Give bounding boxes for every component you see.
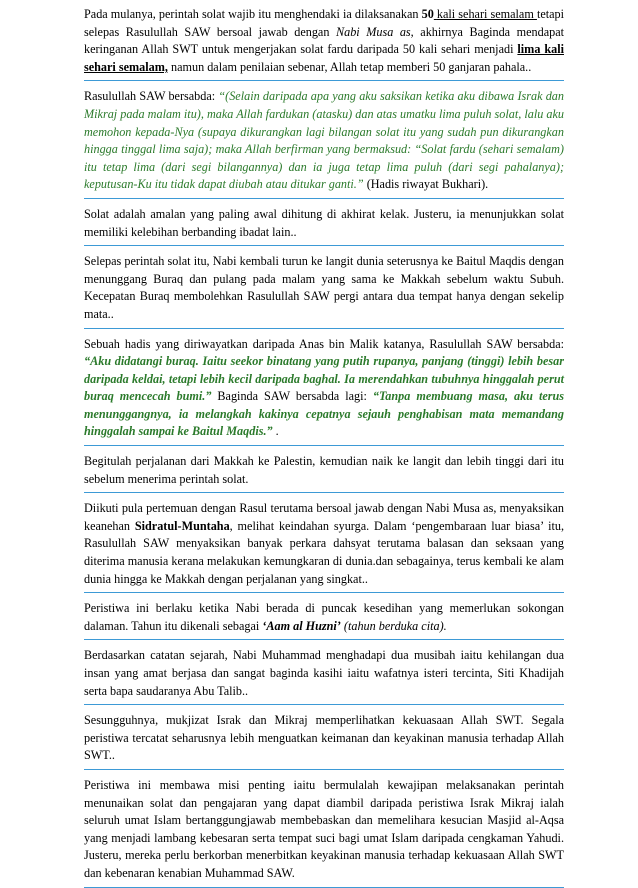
text-run: Nabi Musa as, [335, 24, 414, 39]
text-run: Sidratul-Muntaha [134, 518, 230, 533]
paragraph [84, 206, 564, 246]
text-run: (tahun berduka cita). [343, 618, 447, 633]
paragraph [84, 500, 564, 593]
paragraph [84, 647, 564, 705]
text-run: , melihat keindahan syurga. Dalam ‘pengembaraan luar biasa’ itu, Rasulullah SAW menyaksikan banyak perkara dahsyat terutama balasan dan seksaan yang diterima manusia kerana melakukan kemungkaran di dunia.dan sebagainya, terus kembali ke alam dunia hingga ke Makkah dengan perjalanan yang singkat.. [84, 518, 565, 586]
paragraph [84, 777, 564, 888]
text-run: Baginda SAW bersabda lagi: [211, 389, 373, 404]
paragraph [84, 453, 564, 493]
text-run: Sebuah hadis yang diriwayatkan daripada Anas bin Malik katanya, Rasulullah SAW bersabda: [84, 336, 564, 351]
text-run: “Tanpa membuang masa, aku terus menunggangnya, ia melangkah kakinya cepatnya sejauh penghabisan mata memandang hinggalah sampai ke Baitul Maqdis.” [84, 389, 565, 439]
text-run: . [272, 424, 279, 439]
text-run: Rasulullah SAW bersabda: [84, 89, 219, 104]
text-run: Sesungguhnya, mukjizat Israk dan Mikraj memperlihatkan kekuasaan Allah SWT. Segala peristiwa tercatat seharusnya lebih menguatkan keimanan dan keyakinan manusia terhadap Allah SWT.. [84, 713, 564, 763]
text-run: Peristiwa ini berlaku ketika Nabi berada di puncak kesedihan yang memerlukan sokongan dalaman. Tahun itu dikenali sebagai [84, 601, 564, 633]
text-run: Pada mulanya, perintah solat wajib itu menghendaki ia dilaksanakan [84, 7, 422, 21]
text-run: akhirnya Baginda mendapat keringanan Allah SWT untuk mengerjakan solat fardu daripada 50 kali sehari menjadi [84, 24, 564, 57]
paragraph [84, 712, 564, 770]
text-run: tetapi selepas Rasulullah SAW bersoal jawab dengan [84, 7, 565, 39]
paragraph [84, 600, 564, 640]
paragraph [84, 6, 564, 81]
paragraph [84, 88, 564, 199]
text-run: kali sehari semalam [436, 7, 537, 21]
paragraph [84, 336, 564, 447]
text-run: Begitulah perjalanan dari Makkah ke Palestin, kemudian naik ke langit dan lebih tinggi dari itu sebelum menerima perintah solat. [84, 454, 564, 486]
text-run: lima kali sehari semalam, [84, 42, 564, 74]
text-run: Peristiwa ini membawa misi penting iaitu bermulalah kewajipan melaksanakan perintah menunaikan solat dan pengajaran yang dapat diambil daripada peristiwa Israk Mikraj ialah seluruh umat Islam bertanggungjawab membebaskan dan memelihara kesucian Masjid al-Aqsa yang menjadi lambang kebesaran serta tempat suci bagi umat Islam daripada cengkaman Yahudi. Justeru, mereka perlu berkorban menerbitkan keyakinan manusia terhadap kekuasaan Allah SWT dan kebenaran kenabian Muhammad SAW. [84, 777, 564, 880]
document-page [84, 6, 564, 888]
text-run: namun dalam penilaian sebenar, Allah tetap memberi 50 ganjaran pahala.. [167, 59, 532, 74]
paragraph [84, 253, 564, 328]
text-run: Diikuti pula pertemuan dengan Rasul terutama bersoal jawab dengan Nabi Musa as, menyaksikan keanehan [84, 501, 564, 533]
text-run: Selepas perintah solat itu, Nabi kembali turun ke langit dunia seterusnya ke Baitul Maqdis dengan menunggang Buraq dan pulang pada malam yang sama ke Makkah sebelum waktu Subuh. Kecepatan Buraq membolehkan Rasulullah SAW pergi antara dua tempat hanya dengan sekelip mata.. [84, 254, 564, 321]
text-run: (Hadis riwayat Bukhari). [363, 177, 489, 192]
text-run: Solat adalah amalan yang paling awal dihitung di akhirat kelak. Justeru, ia menunjukkan solat memiliki kelebihan berbanding ibadat lain.. [84, 206, 564, 239]
text-run: ‘Aam al Huzni’ [262, 618, 341, 633]
text-run: Berdasarkan catatan sejarah, Nabi Muhammad menghadapi dua musibah iaitu kehilangan dua insan yang amat berjasa dan sangat baginda kasihi iaitu wafatnya isteri tercinta, Siti Khadijah serta bapa saudaranya Abu Talib.. [84, 648, 564, 698]
text-run: “Aku didatangi buraq. Iaitu seekor binatang yang putih rupanya, panjang (tinggi) lebih besar daripada keldai, tetapi lebih kecil daripada baghal. Ia merendahkan tubuhnya hinggalah perut buraq mencecah bumi.” [84, 354, 564, 404]
text-run: 50 [421, 7, 434, 21]
text-run: “(Selain daripada apa yang aku saksikan ketika aku dibawa Israk dan Mikraj pada malam itu), maka Allah fardukan (atasku) dan atas umatku lima puluh solat, lalu aku memohon kepada-Nya (supaya dikurangkan lagi bilangan solat itu yang sudah pun dikurangkan hingga tinggal lima saja); maka Allah berfirman yang bermaksud: “Solat fardu (sehari semalam) itu tetap lima (dari segi bilangannya) dan ia juga tetap lima puluh (dari segi pahalanya); keputusan-Ku itu tidak dapat diubah atau ditukar ganti.” [84, 89, 564, 192]
